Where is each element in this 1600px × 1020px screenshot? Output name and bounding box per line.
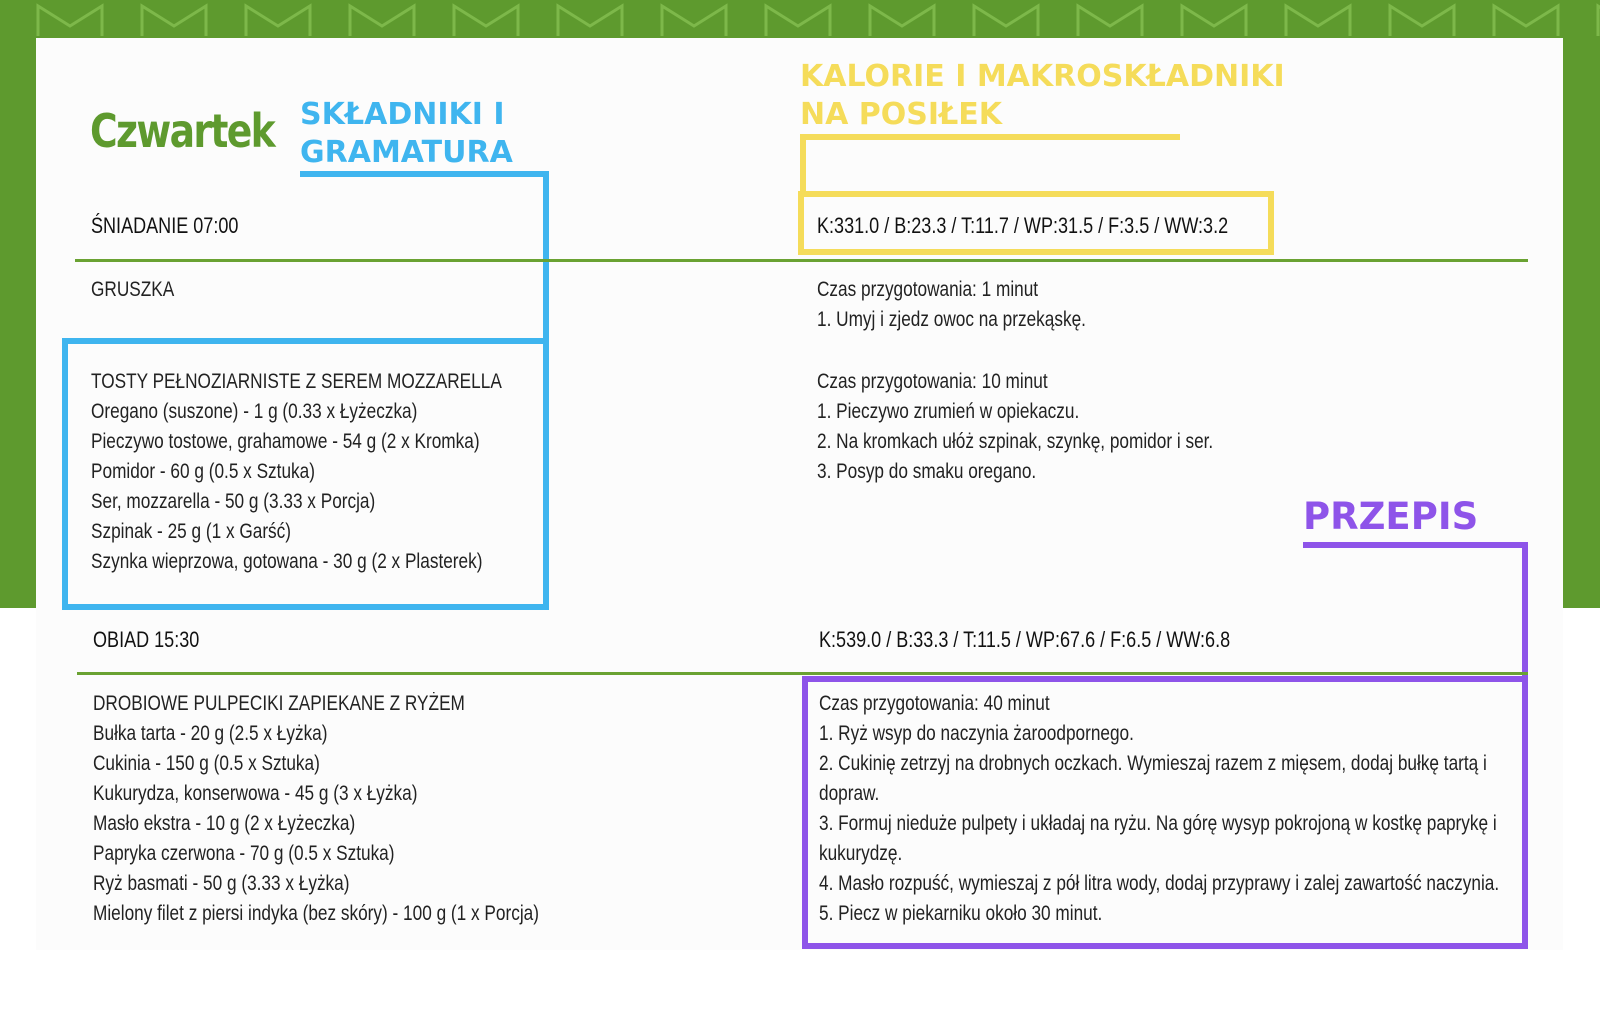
ingredient-item: Oregano (suszone) - 1 g (0.33 x Łyżeczka) — [91, 400, 418, 423]
dish-name-gruszka: GRUSZKA — [91, 278, 175, 301]
pattern-m-shape — [1078, 6, 1142, 36]
pattern-m-shape — [1286, 6, 1350, 36]
recipe-step: 3. Formuj nieduże pulpety i układaj na ryżu. Na górę wysyp pokrojoną w kostkę paprykę i — [819, 812, 1497, 835]
purple-connector-top — [1303, 542, 1528, 548]
macros-annotation-line2: NA POSIŁEK — [800, 97, 1003, 132]
pattern-m-shape — [38, 6, 102, 36]
lunch-macros: K:539.0 / B:33.3 / T:11.5 / WP:67.6 / F:6.5 / WW:6.8 — [819, 627, 1231, 652]
yellow-connector-top — [800, 134, 1180, 140]
ingredient-item: Cukinia - 150 g (0.5 x Sztuka) — [93, 752, 320, 775]
dish-name-tosty: TOSTY PEŁNOZIARNISTE Z SEREM MOZZARELLA — [91, 370, 502, 393]
ingredient-item: Kukurydza, konserwowa - 45 g (3 x Łyżka) — [93, 782, 418, 805]
purple-connector-vertical — [1522, 542, 1528, 676]
ingredient-item: Pomidor - 60 g (0.5 x Sztuka) — [91, 460, 315, 483]
pattern-m-shape — [454, 6, 518, 36]
blue-connector-top — [300, 171, 549, 177]
ingredients-annotation-line2: GRAMATURA — [300, 135, 513, 170]
pattern-m-shape — [246, 6, 310, 36]
pattern-m-shape — [870, 6, 934, 36]
macros-annotation — [800, 58, 1285, 134]
breakfast-divider — [75, 259, 1528, 262]
pattern-m-shape — [350, 6, 414, 36]
recipe-step: 2. Cukinię zetrzyj na drobnych oczkach. Wymieszaj razem z mięsem, dodaj bułkę tartą i — [819, 752, 1487, 775]
ingredient-item: Papryka czerwona - 70 g (0.5 x Sztuka) — [93, 842, 395, 865]
recipe-step: 1. Ryż wsyp do naczynia żaroodpornego. — [819, 722, 1134, 745]
recipe-step: 4. Masło rozpuść, wymieszaj z pół litra wody, dodaj przyprawy i zalej zawartość naczynia. — [819, 872, 1500, 895]
recipe-annotation: PRZEPIS — [1303, 495, 1479, 538]
pattern-m-shape — [662, 6, 726, 36]
pattern-m-shape — [766, 6, 830, 36]
pattern-m-shape — [974, 6, 1038, 36]
ingredient-item: Szpinak - 25 g (1 x Garść) — [91, 520, 292, 543]
recipe-step: 5. Piecz w piekarniku około 30 minut. — [819, 902, 1103, 925]
ingredient-item: Pieczywo tostowe, grahamowe - 54 g (2 x Kromka) — [91, 430, 480, 453]
recipe-step: 2. Na kromkach ułóż szpinak, szynkę, pomidor i ser. — [817, 430, 1214, 453]
prep-time: Czas przygotowania: 40 minut — [819, 692, 1050, 715]
ingredient-item: Bułka tarta - 20 g (2.5 x Łyżka) — [93, 722, 328, 745]
pattern-m-shape — [1390, 6, 1454, 36]
pattern-m-shape — [142, 6, 206, 36]
macros-annotation-line1: KALORIE I MAKROSKŁADNIKI — [800, 59, 1285, 94]
ingredients-annotation — [300, 96, 513, 172]
pattern-m-shape — [1182, 6, 1246, 36]
lunch-divider — [77, 672, 1528, 675]
recipe-step: 1. Umyj i zjedz owoc na przekąskę. — [817, 308, 1086, 331]
ingredient-item: Mielony filet z piersi indyka (bez skóry) - 100 g (1 x Porcja) — [93, 902, 539, 925]
recipe-step: 3. Posyp do smaku oregano. — [817, 460, 1037, 483]
ingredient-item: Ser, mozzarella - 50 g (3.33 x Porcja) — [91, 490, 376, 513]
prep-time: Czas przygotowania: 10 minut — [817, 370, 1048, 393]
recipe-step: 1. Pieczywo zrumień w opiekaczu. — [817, 400, 1080, 423]
ingredient-item: Szynka wieprzowa, gotowana - 30 g (2 x Plasterek) — [91, 550, 483, 573]
pattern-m-shape — [558, 6, 622, 36]
breakfast-header: ŚNIADANIE 07:00 — [91, 213, 239, 238]
recipe-step: kukurydzę. — [819, 842, 903, 865]
dish-name-pulpeciki: DROBIOWE PULPECIKI ZAPIEKANE Z RYŻEM — [93, 692, 465, 715]
recipe-step: dopraw. — [819, 782, 880, 805]
breakfast-macros: K:331.0 / B:23.3 / T:11.7 / WP:31.5 / F:3.5 / WW:3.2 — [817, 213, 1229, 238]
lunch-header: OBIAD 15:30 — [93, 627, 200, 652]
ingredients-annotation-line1: SKŁADNIKI I — [300, 97, 505, 132]
day-title: Czwartek — [90, 104, 275, 158]
yellow-connector-vertical — [800, 134, 806, 194]
ingredient-item: Masło ekstra - 10 g (2 x Łyżeczka) — [93, 812, 356, 835]
blue-connector-vertical — [543, 171, 549, 341]
decorative-pattern — [0, 0, 1600, 38]
pattern-m-shape — [1494, 6, 1558, 36]
prep-time: Czas przygotowania: 1 minut — [817, 278, 1039, 301]
ingredient-item: Ryż basmati - 50 g (3.33 x Łyżka) — [93, 872, 350, 895]
